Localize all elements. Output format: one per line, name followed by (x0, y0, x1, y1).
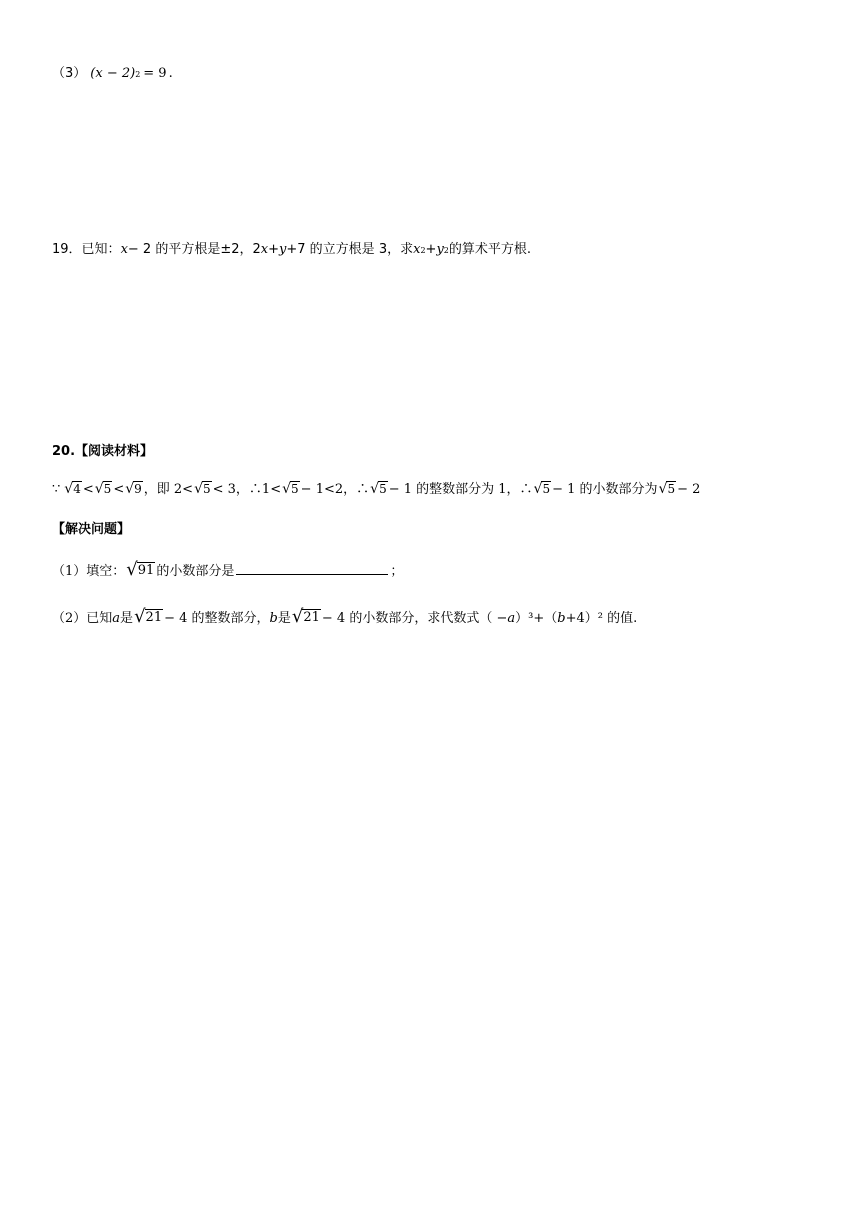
text: − 1 的小数部分为 (552, 482, 658, 497)
var-a: a (112, 611, 121, 626)
sqrt-21: √ 21 (134, 606, 163, 627)
sqrt-5: √ 5 (658, 481, 676, 497)
because-symbol: ∵ (52, 482, 61, 497)
question-20-part-1 (52, 560, 403, 582)
equation-lhs: (x − 2) (90, 66, 136, 81)
text: − 1<2，∴ (300, 482, 370, 497)
sqrt-5: √ 5 (370, 481, 387, 497)
text: 是 (277, 611, 291, 626)
var-x: x (413, 242, 421, 257)
text: 已知： (81, 242, 121, 257)
solve-problems-header (52, 520, 130, 540)
text: 的算术平方根. (448, 242, 532, 257)
plus: + (425, 242, 437, 257)
text: 是 (120, 611, 134, 626)
part-label: （1）填空： (52, 564, 126, 579)
question-number: 20. (52, 444, 76, 459)
var-x: x (260, 242, 269, 257)
question-20-header (52, 442, 153, 462)
text: − 2 的平方根是±2，2 (127, 242, 261, 257)
period: . (168, 66, 173, 81)
sqrt-5: √ 5 (282, 481, 299, 497)
reading-material-line (52, 480, 700, 500)
var-a: a (507, 611, 516, 626)
less-than: < (82, 482, 94, 497)
section-title: 【阅读材料】 (75, 444, 154, 459)
question-18-part-3: （3） (x − 2) 2 = 9 . (52, 64, 173, 84)
question-19: 19． 已知： x − 2 的平方根是±2，2 x + y +7 的立方根是 3，求 x 2 + y 2 的算术平方根. (52, 240, 531, 260)
text: 的小数部分是 (156, 564, 235, 579)
var-x: x (120, 242, 128, 257)
var-b: b (269, 611, 278, 626)
sqrt-5: √ 5 (194, 481, 211, 497)
sqrt-21: √ 21 (291, 606, 320, 627)
text: − 4 的整数部分， (164, 611, 270, 626)
sqrt-91: √ 91 (126, 559, 155, 580)
text: +4）² 的值. (565, 611, 638, 626)
equation-rhs: = 9 (143, 66, 167, 81)
sqrt-4: √ 4 (64, 481, 81, 497)
less-than: < (113, 482, 125, 497)
text: +7 的立方根是 3，求 (286, 242, 414, 257)
plus: + (268, 242, 280, 257)
part-label: （2）已知 (52, 611, 113, 626)
var-b: b (557, 611, 566, 626)
semicolon: ； (390, 564, 404, 579)
text: ，即 2< (143, 482, 194, 497)
answer-blank[interactable] (236, 560, 388, 575)
text: − 1 的整数部分为 1，∴ (388, 482, 533, 497)
text: − 2 (677, 482, 701, 497)
var-y: y (279, 242, 287, 257)
text: − 4 的小数部分，求代数式（ − (321, 611, 508, 626)
sqrt-5: √ 5 (533, 481, 551, 497)
text: ）³+（ (515, 611, 558, 626)
var-y: y (436, 242, 444, 257)
sqrt-9: √ 9 (125, 481, 142, 497)
sqrt-5: √ 5 (94, 481, 112, 497)
part-label: （3） (52, 66, 87, 81)
section-title: 【解决问题】 (52, 522, 131, 537)
text: < 3，∴1< (212, 482, 282, 497)
question-number: 19． (52, 242, 82, 257)
question-20-part-2 (52, 608, 637, 629)
